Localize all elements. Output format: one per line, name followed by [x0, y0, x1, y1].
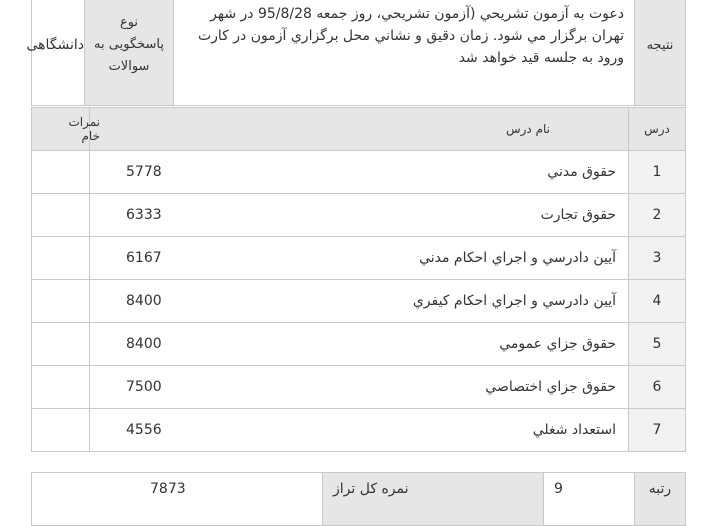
lesson-name: حقوق جزاي اختصاصي	[90, 366, 629, 409]
rank-label: رتبه	[635, 473, 686, 526]
table-row	[32, 194, 686, 237]
table-row	[32, 280, 686, 323]
header-raw-score: نمرات خام	[32, 108, 90, 151]
row-number: 6	[629, 366, 686, 409]
table-row	[32, 237, 686, 280]
header-lesson: درس	[629, 108, 686, 151]
lesson-name: حقوق تجارت	[90, 194, 629, 237]
lesson-name: حقوق جزاي عمومي	[90, 323, 629, 366]
lesson-name: حقوق مدني	[90, 151, 629, 194]
row-number: 7	[629, 409, 686, 452]
table-row	[32, 151, 686, 194]
result-label: نتیجه	[635, 0, 686, 106]
raw-score: 8400	[32, 280, 90, 323]
header-lesson-name: نام درس	[90, 108, 629, 151]
scores-header-row	[32, 108, 686, 151]
row-number: 2	[629, 194, 686, 237]
total-score-value: 7873	[32, 473, 323, 526]
answer-type-label: نوع پاسخگویی به سوالات	[85, 0, 174, 106]
lesson-name: آيين دادرسي و اجراي احكام كيفري	[90, 280, 629, 323]
result-message: دعوت به آزمون تشريحي (آزمون تشريحي، روز جمعه 95/8/28 در شهر تهران برگزار مي شود. زمان دقيق و نشاني محل برگزاري آزمون در کارت ورود به جلسه قيد خواهد شد	[174, 0, 635, 106]
raw-score: 5778	[32, 151, 90, 194]
row-number: 1	[629, 151, 686, 194]
scores-table	[31, 107, 686, 452]
summary-table	[31, 472, 686, 526]
row-number: 3	[629, 237, 686, 280]
lesson-name: استعداد شغلي	[90, 409, 629, 452]
row-number: 5	[629, 323, 686, 366]
total-score-label: نمره کل تراز	[323, 473, 544, 526]
table-row	[32, 366, 686, 409]
raw-score: 6333	[32, 194, 90, 237]
result-table	[26, 0, 686, 106]
lesson-name: آيين دادرسي و اجراي احكام مدني	[90, 237, 629, 280]
answer-type-value: دانشگاهی	[32, 0, 85, 106]
raw-score: 8400	[32, 323, 90, 366]
table-row	[32, 409, 686, 452]
row-number: 4	[629, 280, 686, 323]
table-row	[32, 323, 686, 366]
raw-score: 6167	[32, 237, 90, 280]
raw-score: 7500	[32, 366, 90, 409]
rank-value: 9	[544, 473, 635, 526]
raw-score: 4556	[32, 409, 90, 452]
